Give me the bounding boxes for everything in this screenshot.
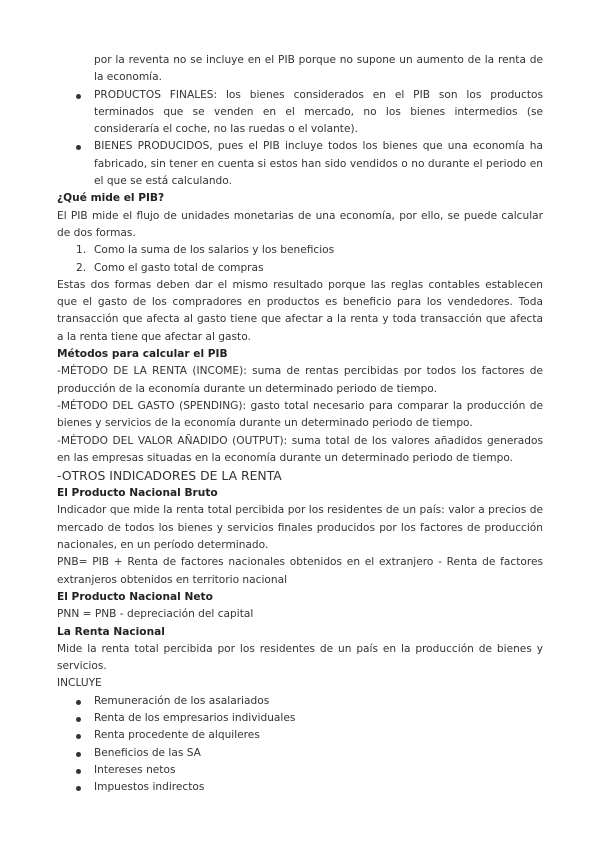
section-title: -OTROS INDICADORES DE LA RENTA: [57, 468, 282, 484]
list-item: [57, 242, 543, 259]
paragraph: Indicador que mide la renta total percibida por los residentes de un país: valor a precios de mercado de todos los bienes y servicios finales producidos por los factores de producción nacionales, en un período determinado.: [57, 504, 543, 552]
pib-features-list: [57, 87, 543, 191]
section-heading: La Renta Nacional: [57, 625, 165, 638]
list-item: Beneficios de las SA: [57, 745, 543, 762]
list-text: Como la suma de los salarios y los beneficios: [94, 244, 335, 257]
paragraph: Mide la renta total percibida por los residentes de un país en la producción de bienes y servicios.: [57, 642, 543, 673]
list-text: Como el gasto total de compras: [94, 261, 264, 274]
list-item: Impuestos indirectos: [57, 779, 543, 796]
paragraph: Estas dos formas deben dar el mismo resultado porque las reglas contables establecen que el gasto de los compradores en productos es beneficio para los vendedores. Toda transacción que afecta al gasto tiene que afectar a la renta y toda transacción que afecta a la renta tiene que afectar al gasto.: [57, 278, 543, 343]
document-page: [57, 52, 543, 796]
section-heading: ¿Qué mide el PIB?: [57, 192, 165, 205]
list-item: Renta de los empresarios individuales: [57, 710, 543, 727]
list-number: 2.: [76, 261, 87, 274]
list-item: Remuneración de los asalariados: [57, 693, 543, 710]
list-item: [57, 260, 543, 277]
includes-label: INCLUYE: [57, 677, 102, 690]
section-heading: El Producto Nacional Neto: [57, 590, 213, 603]
list-item: BIENES PRODUCIDOS, pues el PIB incluye todos los bienes que una economía ha fabricado, sin tener en cuenta si estos han sido vendidos o no durante el periodo en el que se está calculando.: [57, 138, 543, 190]
continuation-paragraph: por la reventa no se incluye en el PIB porque no supone un aumento de la renta de la economía.: [94, 54, 543, 84]
list-item: Intereses netos: [57, 762, 543, 779]
section-heading: El Producto Nacional Bruto: [57, 487, 218, 500]
paragraph: El PIB mide el flujo de unidades monetarias de una economía, por ello, se puede calcular de dos formas.: [57, 209, 543, 239]
method-output: -MÉTODO DEL VALOR AÑADIDO (OUTPUT): suma total de los valores añadidos generados en las empresas situadas en la economía durante un determinado periodo de tiempo.: [57, 434, 543, 464]
list-number: 1.: [76, 244, 87, 257]
formula: PNB= PIB + Renta de factores nacionales obtenidos en el extranjero - Renta de factores extranjeros obtenidos en territorio nacional: [57, 556, 543, 586]
method-spending: -MÉTODO DEL GASTO (SPENDING): gasto total necesario para comparar la producción de bienes y servicios de la economía durante un determinado periodo de tiempo.: [57, 399, 543, 430]
section-heading: Métodos para calcular el PIB: [57, 348, 228, 361]
list-item: Renta procedente de alquileres: [57, 727, 543, 744]
list-item: PRODUCTOS FINALES: los bienes considerados en el PIB son los productos terminados que se venden en el mercado, no los bienes intermedios (se consideraría el coche, no las ruedas o el volante).: [57, 87, 543, 139]
includes-list: [57, 693, 543, 797]
formula: PNN = PNB - depreciación del capital: [57, 608, 254, 621]
method-income: -MÉTODO DE LA RENTA (INCOME): suma de rentas percibidas por todos los factores de producción de la economía durante un determinado periodo de tiempo.: [57, 365, 543, 395]
forms-list: [57, 242, 543, 277]
